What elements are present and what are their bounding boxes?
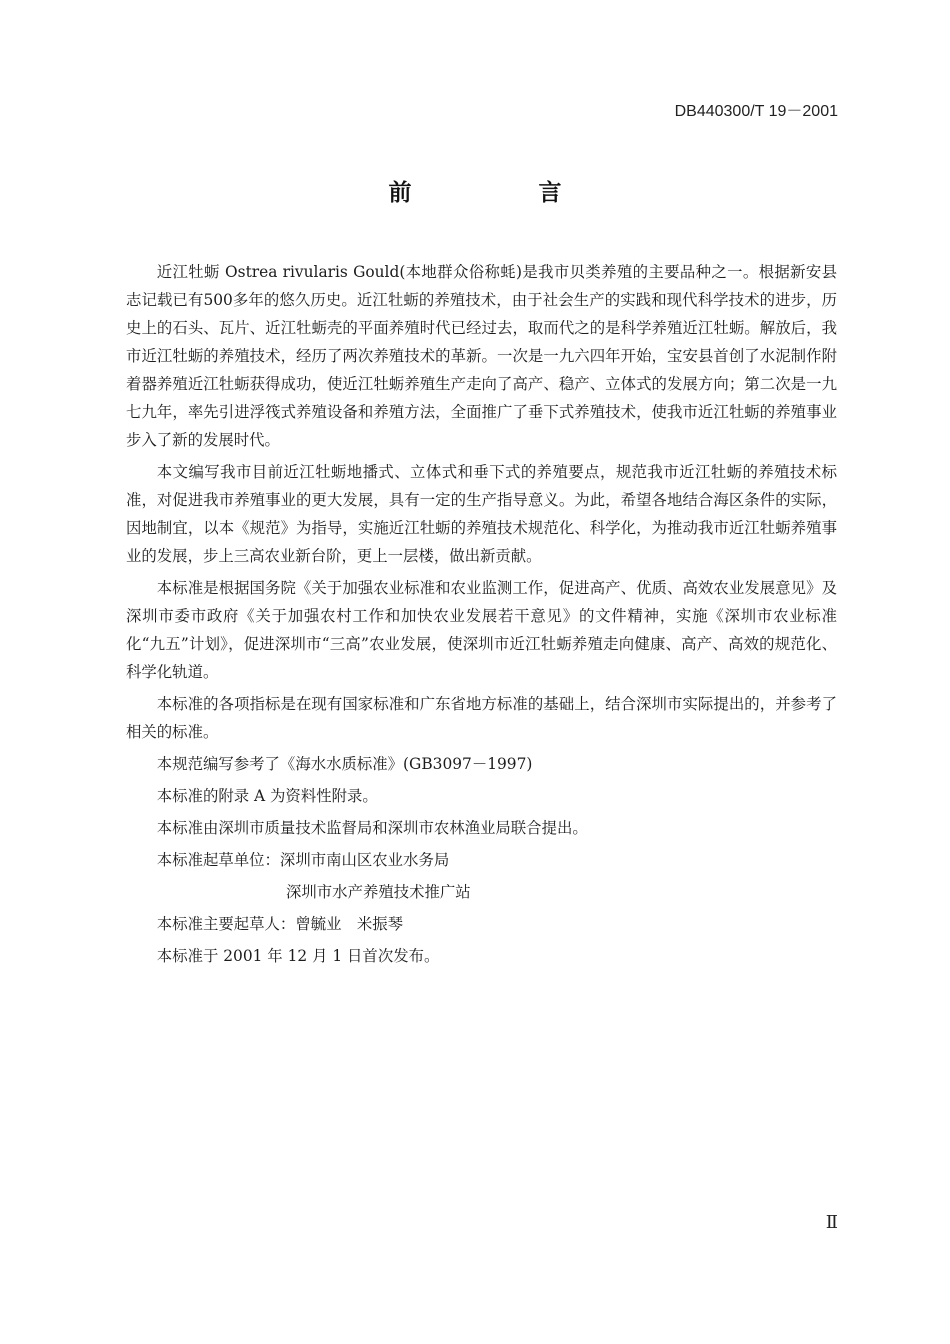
paragraph-drafting-unit: 本标准起草单位：深圳市南山区农业水务局 xyxy=(156,851,450,869)
paragraph-basis: 本标准是根据国务院《关于加强农业标准和农业监测工作，促进高产、优质、高效农业发展意见》及深圳市委市政府《关于加强农村工作和加快农业发展若干意见》的文件精神，实施《深圳市农业标准化“九五”计划》，促进深圳市“三高”农业发展，使深圳市近江牡蛎养殖走向健康、高产、高效的规范化、科学化轨道。 xyxy=(126,579,837,681)
page-title: 前 言 xyxy=(388,179,614,206)
paragraph-indicators: 本标准的各项指标是在现有国家标准和广东省地方标准的基础上，结合深圳市实际提出的，并参考了相关的标准。 xyxy=(126,695,837,741)
paragraph-release-date: 本标准于 2001 年 12 月 1 日首次发布。 xyxy=(156,947,440,965)
paragraph-drafters: 本标准主要起草人：曾毓业 米振琴 xyxy=(156,915,404,933)
document-body xyxy=(126,258,837,974)
paragraph-proposer: 本标准由深圳市质量技术监督局和深圳市农林渔业局联合提出。 xyxy=(156,819,588,837)
paragraph-drafting-unit-2: 深圳市水产养殖技术推广站 xyxy=(286,883,471,901)
paragraph-purpose: 本文编写我市目前近江牡蛎地播式、立体式和垂下式的养殖要点，规范我市近江牡蛎的养殖技术标准，对促进我市养殖事业的更大发展，具有一定的生产指导意义。为此，希望各地结合海区条件的实际，因地制宜，以本《规范》为指导，实施近江牡蛎的养殖技术规范化、科学化，为推动我市近江牡蛎养殖事业的发展，步上三高农业新台阶，更上一层楼，做出新贡献。 xyxy=(126,463,837,565)
paragraph-intro: 近江牡蛎 Ostrea rivularis Gould(本地群众俗称蚝)是我市贝类养殖的主要品种之一。根据新安县志记载已有500多年的悠久历史。近江牡蛎的养殖技术，由于社会生产的实践和现代科学技术的进步，历史上的石头、瓦片、近江牡蛎壳的平面养殖时代已经过去，取而代之的是科学养殖近江牡蛎。解放后，我市近江牡蛎的养殖技术，经历了两次养殖技术的革新。一次是一九六四年开始，宝安县首创了水泥制作附着器养殖近江牡蛎获得成功，使近江牡蛎养殖生产走向了高产、稳产、立体式的发展方向；第二次是一九七九年，率先引进浮筏式养殖设备和养殖方法，全面推广了垂下式养殖技术，使我市近江牡蛎的养殖事业步入了新的发展时代。 xyxy=(126,263,837,449)
document-code: DB440300/T 19－2001 xyxy=(674,103,838,120)
paragraph-reference: 本规范编写参考了《海水水质标准》(GB3097－1997) xyxy=(156,755,533,773)
page-number: Ⅱ xyxy=(825,1212,838,1233)
paragraph-appendix: 本标准的附录 A 为资料性附录。 xyxy=(156,787,378,805)
